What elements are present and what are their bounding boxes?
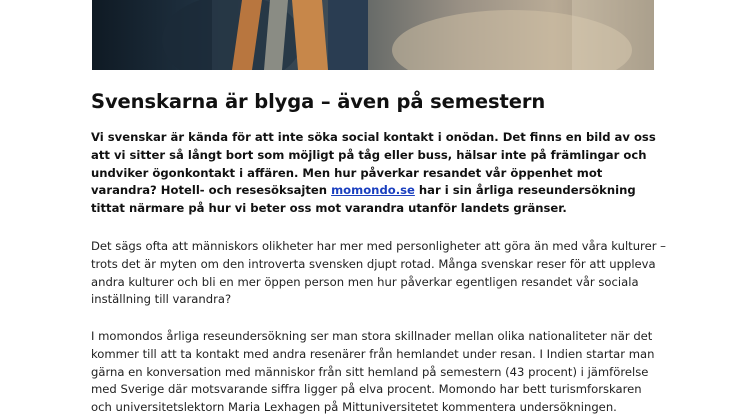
traveler-backpack-photo	[92, 0, 654, 70]
body-paragraph-1: Det sägs ofta att människors olikheter har mer med personligheter att göra än med våra kulturer – trots det är myten om den introverta svensken djupt rotad. Många svenskar reser för att uppleva andra kulturer och bli en mer öppen person men hur påverkar egentligen resandet vår sociala inställning till varandra?	[91, 239, 666, 307]
article-title: Svenskarna är blyga – även på semestern	[91, 90, 546, 113]
lead-text-start: Vi svenskar är kända för att inte söka social kontakt i onödan. Det finns en bild av oss att vi sitter så långt bort som möjligt på tåg eller buss, hälsar inte på främlingar och undviker ögonkontakt i affären. Men hur påverkar resandet vår öppenhet mot varandra? Hotell- och resesöksajten	[91, 130, 656, 198]
momondo-link[interactable]: momondo.se	[331, 183, 415, 198]
lead-text-end: har i sin årliga reseundersökning tittat närmare på hur vi beter oss mot varandra utanför landets gränser.	[91, 183, 636, 216]
body-paragraph-2: I momondos årliga reseundersökning ser man stora skillnader mellan olika nationaliteter när det kommer till att ta kontakt med andra resenärer från hemlandet under resan. I Indien startar man gärna en konversation med människor från sitt hemland på semestern (43 procent) i jämförelse med Sverige där motsvarande siffra ligger på elva procent. Momondo har bett turismforskaren och universitetslektorn Maria Lexhagen på Mittuniversitetet kommentera undersökningen.	[91, 329, 655, 415]
article-lead	[91, 129, 666, 218]
hero-image	[92, 0, 654, 70]
